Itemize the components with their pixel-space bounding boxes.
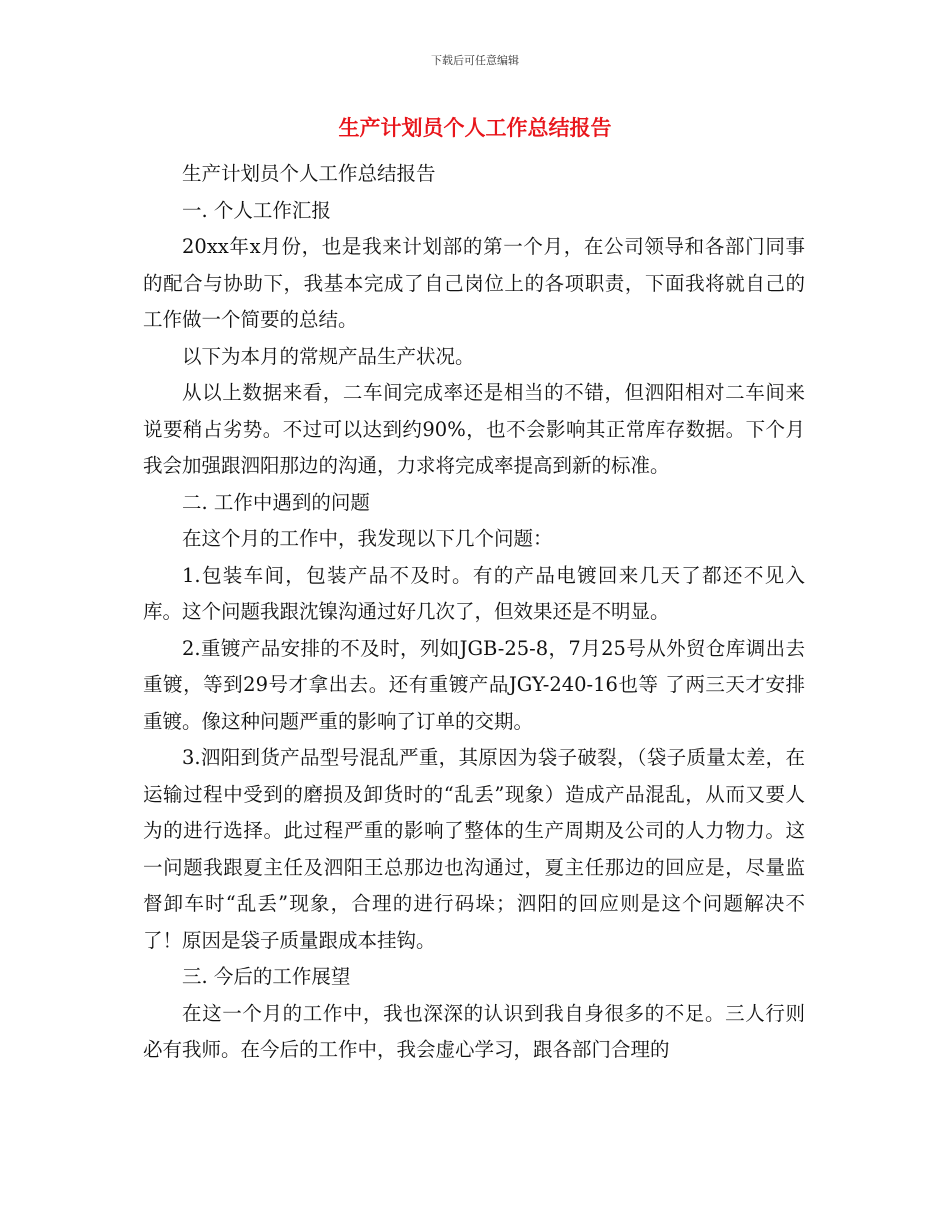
page-header-note: 下载后可任意编辑: [431, 54, 519, 67]
document-title: 生产计划员个人工作总结报告: [338, 116, 612, 140]
list-item: 3.泗阳到货产品型号混乱严重，其原因为袋子破裂，（袋子质量太差，在运输过程中受到的磨损及卸货时的“乱丢”现象）造成产品混乱，从而又要人为的进行选择。此过程严重的影响了整体的生产周期及公司的人力物力。这一问题我跟夏主任及泗阳王总那边也沟通过，夏主任那边的回应是，尽量监督卸车时“乱丢”现象，合理的进行码垛；泗阳的回应则是这个问题解决不了！原因是袋子质量跟成本挂钩。: [143, 746, 805, 952]
paragraph-subtitle: 生产计划员个人工作总结报告: [182, 162, 436, 185]
section-heading-3: 三. 今后的工作展望: [182, 965, 351, 988]
section-heading-2: 二. 工作中遇到的问题: [182, 490, 370, 514]
paragraph: 在这一个月的工作中，我也深深的认识到我自身很多的不足。三人行则必有我师。在今后的工作中，我会虚心学习，跟各部门合理的: [143, 1001, 805, 1061]
paragraph: 在这个月的工作中，我发现以下几个问题：: [182, 527, 553, 550]
paragraph: 以下为本月的常规产品生产状况。: [182, 344, 475, 368]
section-heading-1: 一. 个人工作汇报: [182, 198, 331, 222]
list-item: 2.重镀产品安排的不及时，列如JGB-25-8，7月25号从外贸仓库调出去重镀，等到29号才拿出去。还有重镀产品JGY-240-16也等 了两三天才安排重镀。像这种问题严重的影响了订单的交期。: [143, 636, 805, 733]
paragraph: 从以上数据来看，二车间完成率还是相当的不错，但泗阳相对二车间来说要稍占劣势。不过可以达到约90%，也不会影响其正常库存数据。下个月我会加强跟泗阳那边的沟通，力求将完成率提高到新的标准。: [143, 381, 805, 477]
list-item: 1.包装车间，包装产品不及时。有的产品电镀回来几天了都还不见入库。这个问题我跟沈镍沟通过好几次了，但效果还是不明显。: [143, 563, 805, 623]
document-body: [143, 156, 805, 1069]
paragraph: 20xx年x月份，也是我来计划部的第一个月，在公司领导和各部门同事的配合与协助下，我基本完成了自己岗位上的各项职责，下面我将就自己的工作做一个简要的总结。: [143, 235, 805, 331]
